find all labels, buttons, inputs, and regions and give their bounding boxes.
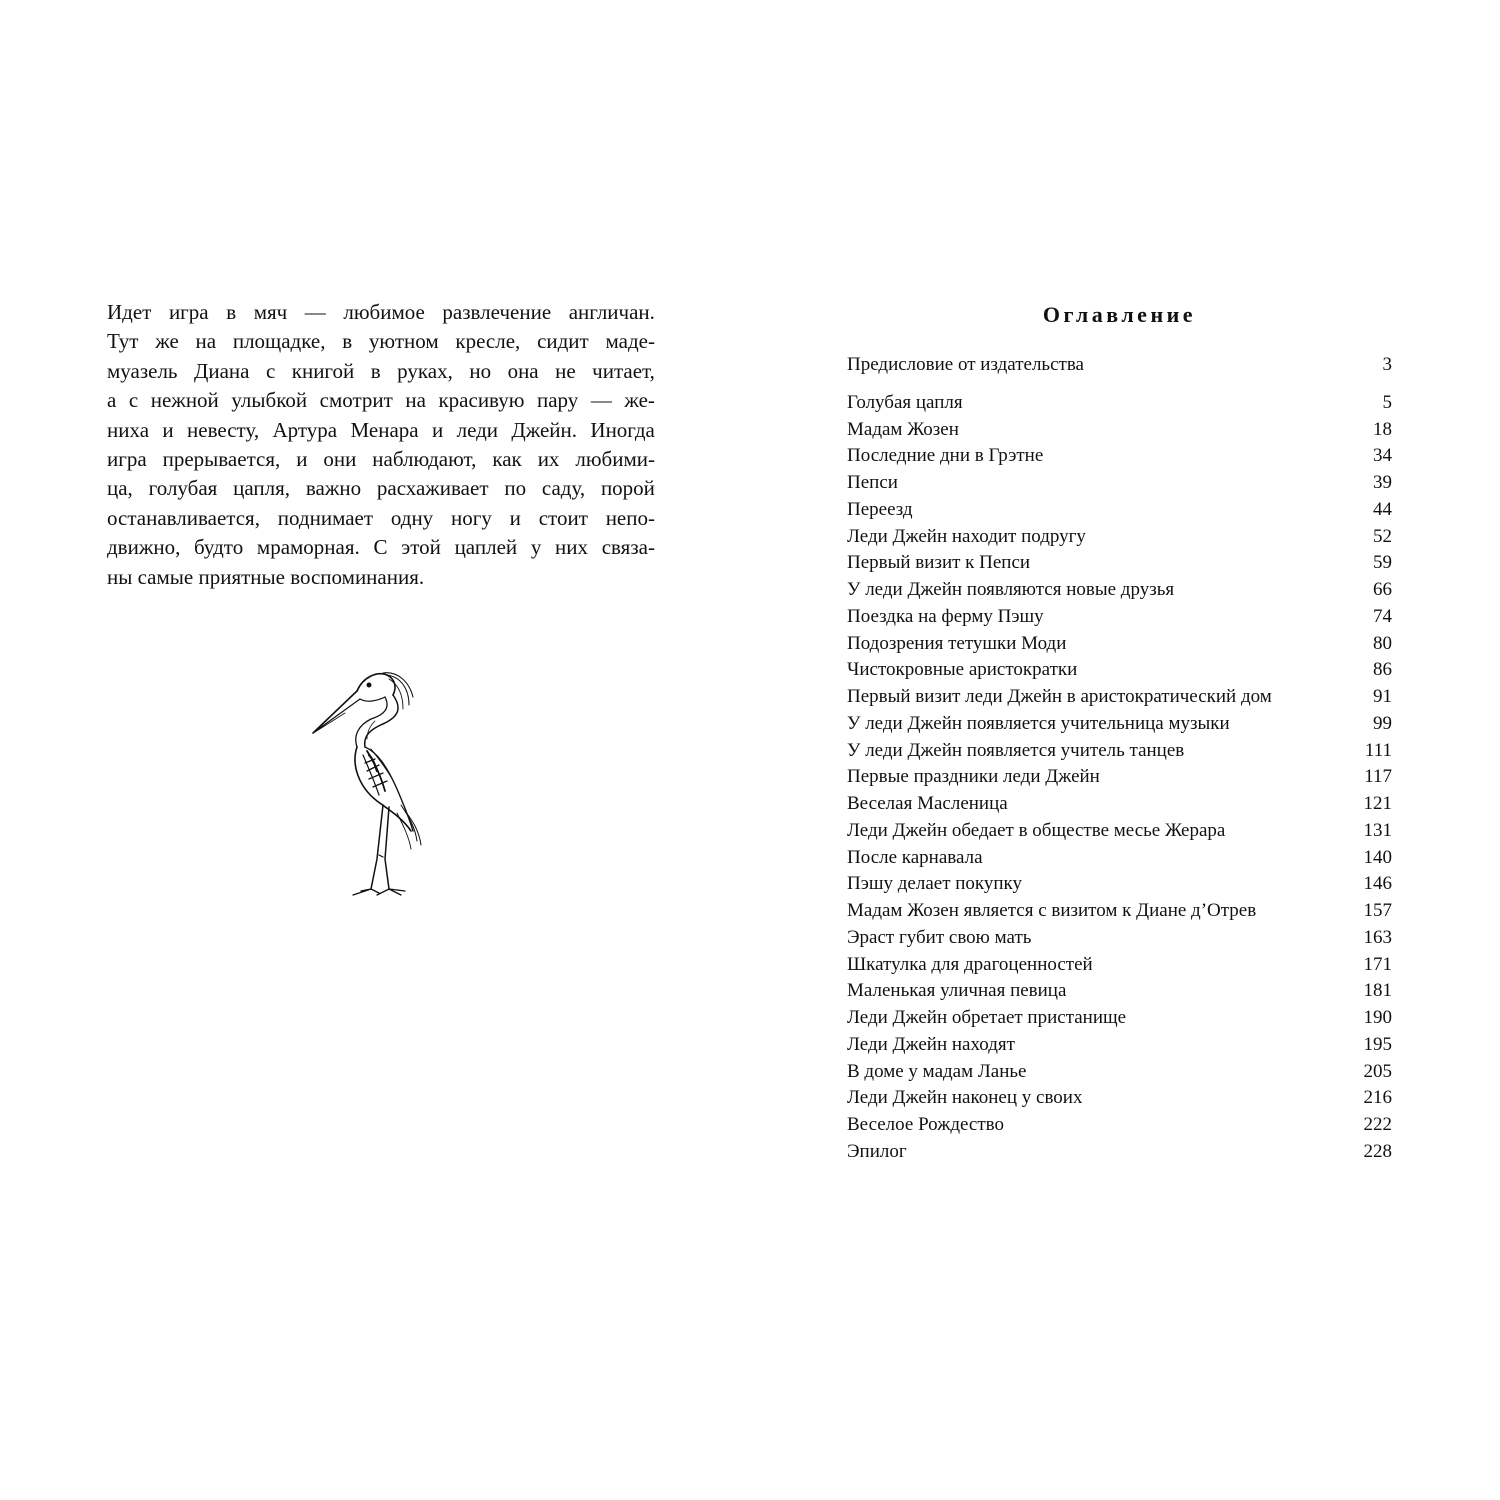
word: Иногда	[590, 417, 655, 442]
word: непо-	[605, 505, 655, 530]
word: и	[431, 417, 444, 442]
toc-entry-title: Пепси	[847, 472, 905, 493]
toc-entry-page: 52	[1367, 524, 1392, 551]
toc-entry-page: 140	[1358, 845, 1393, 872]
toc-entry-page: 222	[1358, 1112, 1393, 1139]
word: движно,	[107, 535, 181, 560]
word: цаплей	[454, 535, 518, 560]
toc-entry	[847, 845, 1392, 872]
toc-entry-title: Веселая Масленица	[847, 793, 1015, 814]
toc-entry	[847, 417, 1392, 444]
toc-entry-title: Леди Джейн обедает в обществе месье Жерара	[847, 820, 1232, 841]
word: стоит	[538, 505, 588, 530]
word: читает,	[592, 358, 655, 383]
word: площадке,	[232, 329, 326, 354]
word: улыбкой	[231, 388, 308, 413]
toc-entry-page: 190	[1358, 1005, 1393, 1032]
toc-entry-page: 80	[1367, 631, 1392, 658]
toc-entry-title: Шкатулка для драгоценностей	[847, 954, 1100, 975]
word: важно	[305, 476, 362, 501]
word: С	[373, 535, 388, 560]
toc-entry-page: 181	[1358, 978, 1393, 1005]
toc-entry	[847, 711, 1392, 738]
paragraph-line	[107, 327, 655, 356]
word: как	[492, 446, 522, 471]
toc-entry	[847, 352, 1392, 379]
toc-entry-title: После карнавала	[847, 847, 990, 868]
toc-entry-title: Леди Джейн наконец у своих	[847, 1087, 1089, 1108]
toc-entry	[847, 604, 1392, 631]
toc-entry-page: 157	[1358, 898, 1393, 925]
toc-entry-page: 99	[1367, 711, 1392, 738]
word: в	[370, 358, 381, 383]
toc-entry-page: 171	[1358, 952, 1393, 979]
word: ны самые приятные воспоминания.	[107, 564, 425, 589]
word: них	[555, 535, 589, 560]
toc-entry	[847, 1112, 1392, 1139]
toc-entry-page: 163	[1358, 925, 1393, 952]
toc-entry-title: Веселое Рождество	[847, 1114, 1011, 1135]
word: смотрит	[319, 388, 393, 413]
toc-entry-title: Чистокровные аристократки	[847, 659, 1084, 680]
word: но	[469, 358, 492, 383]
word: голубая	[148, 476, 218, 501]
paragraph-line	[107, 533, 655, 562]
toc-entry	[847, 684, 1392, 711]
word: на	[195, 329, 217, 354]
word: наблюдают,	[372, 446, 477, 471]
word: развлечение	[442, 300, 552, 324]
paragraph-line	[107, 474, 655, 503]
word: цапля,	[233, 476, 291, 501]
toc-entry	[847, 1085, 1392, 1112]
toc-entry-page: 44	[1367, 497, 1392, 524]
word: маде-	[605, 329, 655, 354]
toc-entry-page: 18	[1367, 417, 1392, 444]
paragraph-line	[107, 386, 655, 415]
word: ца,	[107, 476, 133, 501]
word: руках,	[397, 358, 453, 383]
toc-entry-page: 117	[1358, 764, 1392, 791]
toc-entry	[847, 657, 1392, 684]
word: одну	[390, 505, 434, 530]
word: по	[504, 476, 527, 501]
toc-entry-page: 195	[1358, 1032, 1393, 1059]
word: Диана	[194, 358, 250, 383]
toc-entry-page: 59	[1367, 550, 1392, 577]
toc-entry-page: 3	[1377, 352, 1393, 379]
word: будто	[194, 535, 244, 560]
toc-entry-page: 66	[1367, 577, 1392, 604]
word: Джейн.	[511, 417, 578, 442]
toc-entry	[847, 1032, 1392, 1059]
word: не	[555, 358, 576, 383]
word: и	[162, 417, 174, 442]
toc-entry	[847, 871, 1392, 898]
toc-entry-title: У леди Джейн появляется учитель танцев	[847, 740, 1191, 761]
toc-entry	[847, 1059, 1392, 1086]
word: мраморная.	[256, 535, 360, 560]
toc-entry	[847, 791, 1392, 818]
word: леди	[456, 417, 499, 442]
word: невесту,	[187, 417, 260, 442]
toc-entry-page: 39	[1367, 470, 1392, 497]
word: поднимает	[277, 505, 374, 530]
toc-entry-title: Леди Джейн обретает пристанище	[847, 1007, 1133, 1028]
word: Тут	[107, 329, 139, 354]
word: в	[226, 300, 237, 324]
word: саду,	[541, 476, 586, 501]
word: уютном	[368, 329, 439, 354]
word: их	[537, 446, 560, 471]
toc-entry	[847, 390, 1392, 417]
word: мяч	[253, 300, 288, 324]
word: пару	[536, 388, 579, 413]
heron-illustration	[305, 655, 430, 905]
word: муазель	[107, 358, 178, 383]
toc-entry	[847, 470, 1392, 497]
toc-entry-title: Поездка на ферму Пэшу	[847, 606, 1051, 627]
toc-entry	[847, 497, 1392, 524]
toc-entry	[847, 1139, 1392, 1166]
word: кресле,	[455, 329, 521, 354]
left-page-paragraph	[107, 298, 655, 592]
paragraph-line	[107, 416, 655, 445]
toc-entry-title: Переезд	[847, 499, 920, 520]
toc-entry-page: 121	[1358, 791, 1393, 818]
toc-entry	[847, 738, 1392, 765]
toc-entry-title: Леди Джейн находят	[847, 1034, 1022, 1055]
word: —	[304, 300, 326, 324]
toc-entry	[847, 898, 1392, 925]
word: игра	[168, 300, 209, 324]
paragraph-line	[107, 445, 655, 474]
word: порой	[600, 476, 655, 501]
word: любими-	[575, 446, 655, 471]
toc-entry-title: Эпилог	[847, 1141, 914, 1162]
toc-entry-title: Пэшу делает покупку	[847, 873, 1029, 894]
toc-entry-page: 91	[1367, 684, 1392, 711]
toc-entry-title: Первый визит к Пепси	[847, 552, 1037, 573]
toc-entry	[847, 577, 1392, 604]
toc-entry-page: 146	[1358, 871, 1393, 898]
word: и	[509, 505, 521, 530]
word: нежной	[150, 388, 219, 413]
word: они	[323, 446, 357, 471]
word: в	[342, 329, 353, 354]
word: игра	[107, 446, 147, 471]
word: красивую	[438, 388, 525, 413]
toc-entry	[847, 764, 1392, 791]
toc-entry-title: Подозрения тетушки Моди	[847, 633, 1073, 654]
toc-entry-title: Эраст губит свою мать	[847, 927, 1038, 948]
toc-entry-title: В доме у мадам Ланье	[847, 1061, 1033, 1082]
toc-entry-page: 131	[1358, 818, 1393, 845]
word: сидит	[537, 329, 589, 354]
word: останавливается,	[107, 505, 260, 530]
paragraph-line	[107, 357, 655, 386]
word: у	[530, 535, 542, 560]
word: любимое	[343, 300, 425, 324]
toc-entry	[847, 925, 1392, 952]
word: книгой	[291, 358, 355, 383]
toc-entry-title: Последние дни в Грэтне	[847, 445, 1050, 466]
toc-entry	[847, 978, 1392, 1005]
word: Артура	[272, 417, 338, 442]
word: ногу	[451, 505, 492, 530]
toc-entry-page: 205	[1358, 1059, 1393, 1086]
toc-entry	[847, 818, 1392, 845]
toc-entry-page: 86	[1367, 657, 1392, 684]
toc-entry-title: Предисловие от издательства	[847, 354, 1091, 375]
toc-entry	[847, 1005, 1392, 1032]
word: ниха	[107, 417, 150, 442]
toc-entry-page: 5	[1377, 390, 1393, 417]
word: она	[507, 358, 539, 383]
paragraph-line	[107, 504, 655, 533]
toc-entry-page: 111	[1359, 738, 1392, 765]
table-of-contents	[847, 352, 1392, 1166]
toc-entry	[847, 524, 1392, 551]
toc-heading: Оглавление	[1042, 302, 1197, 327]
toc-entry-title: Голубая цапля	[847, 392, 970, 413]
toc-entry-title: У леди Джейн появляются новые друзья	[847, 579, 1181, 600]
paragraph-line	[107, 563, 655, 592]
toc-entry	[847, 631, 1392, 658]
word: этой	[401, 535, 441, 560]
toc-entry-page: 74	[1367, 604, 1392, 631]
word: же	[155, 329, 179, 354]
toc-entry	[847, 550, 1392, 577]
word: связа-	[601, 535, 655, 560]
word: с	[265, 358, 276, 383]
toc-entry-title: Мадам Жозен	[847, 419, 966, 440]
word: и	[296, 446, 308, 471]
word: же-	[624, 388, 655, 413]
word: Менара	[350, 417, 419, 442]
toc-entry-title: Первый визит леди Джейн в аристократический дом	[847, 686, 1279, 707]
paragraph-line	[107, 298, 655, 327]
word: прерывается,	[162, 446, 281, 471]
toc-entry-title: Мадам Жозен является с визитом к Диане д’Отрев	[847, 900, 1263, 921]
word: —	[590, 388, 612, 413]
toc-entry	[847, 443, 1392, 470]
toc-entry-title: Маленькая уличная певица	[847, 980, 1073, 1001]
word: с	[128, 388, 139, 413]
toc-entry-page: 228	[1358, 1139, 1393, 1166]
toc-entry-page: 34	[1367, 443, 1392, 470]
toc-entry-title: Первые праздники леди Джейн	[847, 766, 1107, 787]
word: Идет	[107, 300, 152, 324]
toc-entry-title: Леди Джейн находит подругу	[847, 526, 1093, 547]
word: англичан.	[568, 300, 655, 324]
toc-entry-page: 216	[1358, 1085, 1393, 1112]
word: расхаживает	[376, 476, 489, 501]
toc-entry-title: У леди Джейн появляется учительница музыки	[847, 713, 1237, 734]
toc-entry	[847, 952, 1392, 979]
word: а	[107, 388, 117, 413]
word: на	[405, 388, 426, 413]
